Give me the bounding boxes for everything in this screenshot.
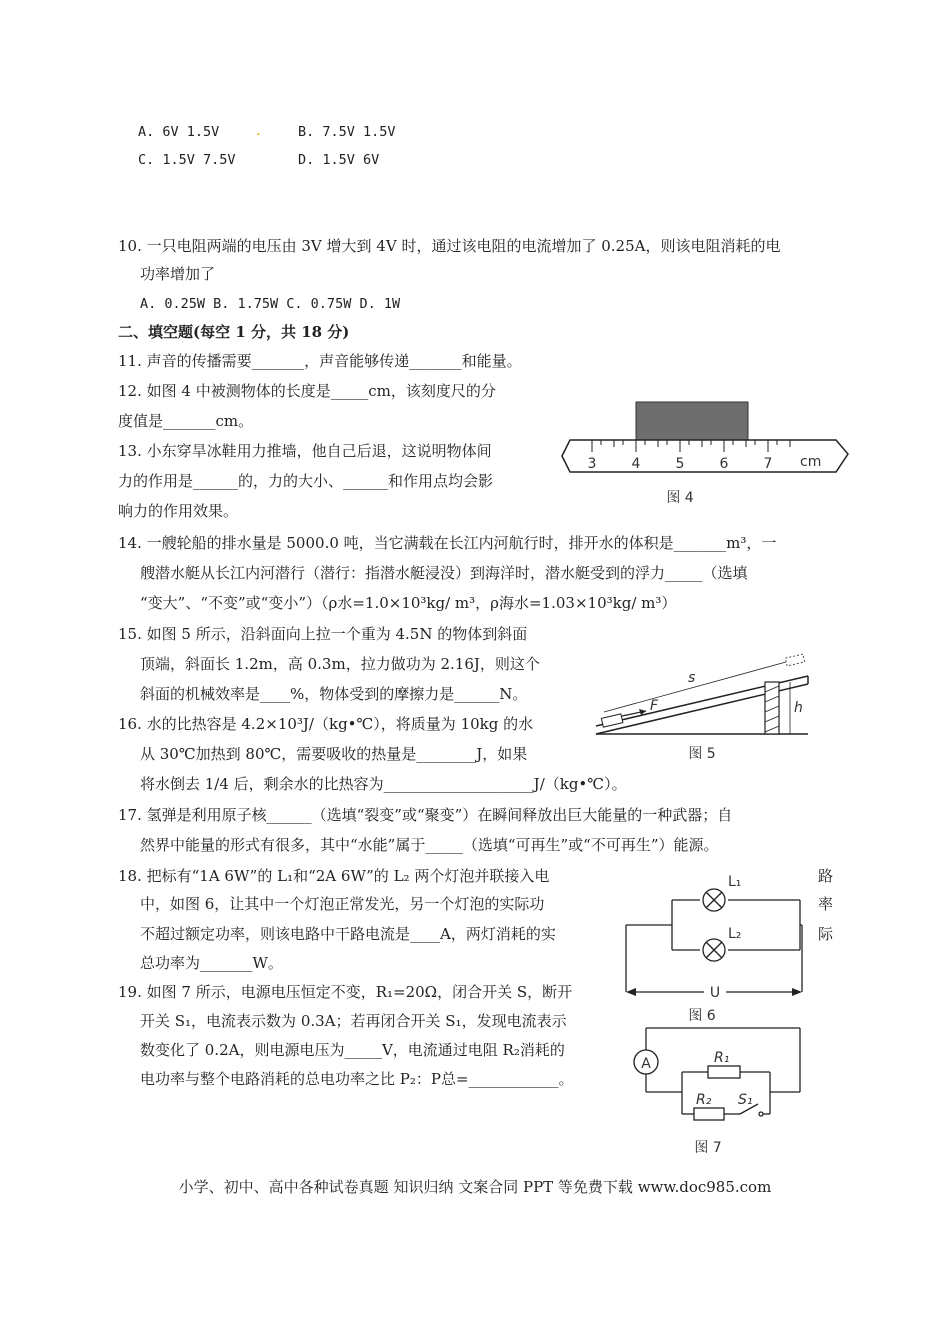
ruler-tick-7: 7 <box>763 456 773 472</box>
arrow-right <box>792 988 802 996</box>
q9-option-d: D. 1.5V 6V <box>298 152 380 168</box>
q9-option-a: A. 6V 1.5V <box>138 124 220 140</box>
label-R2: R₂ <box>696 1092 712 1108</box>
section-title: 二、填空题(每空 1 分，共 18 分) <box>118 323 350 341</box>
q16-line3: 将水倒去 1/4 后，剩余水的比热容为____________________J/（kg•℃）。 <box>140 775 627 793</box>
figure-5-caption: 图 5 <box>688 746 716 762</box>
q15-line3: 斜面的机械效率是____%，物体受到的摩擦力是______N。 <box>140 685 528 703</box>
label-F: F <box>650 698 659 714</box>
arrow-left <box>626 988 636 996</box>
q18-line3-end: 际 <box>818 925 834 943</box>
figure-4-ruler <box>558 398 854 508</box>
q19-line1: 19. 如图 7 所示，电源电压恒定不变，R₁=20Ω，闭合开关 S，断开 <box>118 983 573 1001</box>
figure-5-incline <box>590 642 826 766</box>
label-S1: S₁ <box>738 1092 753 1108</box>
q10-options: A. 0.25W B. 1.75W C. 0.75W D. 1W <box>140 296 401 312</box>
figure-7-caption: 图 7 <box>694 1140 722 1156</box>
q18-line4: 总功率为_______W。 <box>140 954 283 972</box>
q18-line3: 不超过额定功率，则该电路中干路电流是____A，两灯消耗的实 <box>140 925 556 943</box>
q11: 11. 声音的传播需要_______，声音能够传递_______和能量。 <box>118 352 522 370</box>
ruler-unit: cm <box>800 454 822 470</box>
q19-line2: 开关 S₁，电流表示数为 0.3A；若再闭合开关 S₁，发现电流表示 <box>140 1012 567 1030</box>
figure-6-circuit <box>616 862 816 1028</box>
q15-line1: 15. 如图 5 所示，沿斜面向上拉一个重为 4.5N 的物体到斜面 <box>118 625 528 643</box>
q17-line2: 然界中能量的形式有很多，其中“水能”属于_____（选填“可再生”或“不可再生”）能源。 <box>140 836 719 854</box>
measured-object <box>636 402 748 440</box>
pulled-object <box>601 714 623 727</box>
q18-line2-end: 率 <box>818 895 834 913</box>
q13-line2: 力的作用是______的，力的大小、______和作用点均会影 <box>118 472 494 490</box>
resistor-R2 <box>694 1108 724 1120</box>
figure-7-circuit <box>624 1024 814 1164</box>
q10-line2: 功率增加了 <box>140 265 216 283</box>
ruler-tick-4: 4 <box>631 456 641 472</box>
q13-line1: 13. 小东穿旱冰鞋用力推墙，他自己后退，这说明物体间 <box>118 442 492 460</box>
label-U: U <box>709 985 721 1001</box>
label-L2: L₂ <box>728 926 742 942</box>
label-h: h <box>794 700 803 716</box>
page-footer: 小学、初中、高中各种试卷真题 知识归纳 文案合同 PPT 等免费下载 www.doc985.com <box>178 1178 772 1196</box>
q19-line3: 数变化了 0.2A，则电源电压为_____V，电流通过电阻 R₂消耗的 <box>140 1041 565 1059</box>
q12-line2: 度值是_______cm。 <box>118 412 254 430</box>
q10-line1: 10. 一只电阻两端的电压由 3V 增大到 4V 时，通过该电阻的电流增加了 0.25A，则该电阻消耗的电 <box>118 237 781 255</box>
ruler-tick-6: 6 <box>719 456 729 472</box>
q16-line1: 16. 水的比热容是 4.2×10³J/（kg•℃），将质量为 10kg 的水 <box>118 715 534 733</box>
q13-line3: 响力的作用效果。 <box>118 502 239 520</box>
figure-6-caption: 图 6 <box>688 1008 716 1024</box>
q18-line2: 中，如图 6，让其中一个灯泡正常发光，另一个灯泡的实际功 <box>140 895 545 913</box>
q9-option-b: B. 7.5V 1.5V <box>298 124 396 140</box>
orange-dot: . <box>256 121 261 139</box>
ruler-tick-3: 3 <box>587 456 597 472</box>
support-block <box>765 682 779 734</box>
q16-line2: 从 30℃加热到 80℃，需要吸收的热量是________J，如果 <box>140 745 528 763</box>
q15-line2: 顶端，斜面长 1.2m，高 0.3m，拉力做功为 2.16J，则这个 <box>140 655 540 673</box>
label-R1: R₁ <box>714 1050 730 1066</box>
q14-line2: 艘潜水艇从长江内河潜行（潜行：指潜水艇浸没）到海洋时，潜水艇受到的浮力_____（选填 <box>140 564 748 582</box>
q12-line1: 12. 如图 4 中被测物体的长度是_____cm，该刻度尺的分 <box>118 382 496 400</box>
q18-line1: 18. 把标有“1A 6W”的 L₁和“2A 6W”的 L₂ 两个灯泡并联接入电 <box>118 867 550 885</box>
q9-option-c: C. 1.5V 7.5V <box>138 152 236 168</box>
label-s: s <box>688 670 696 686</box>
resistor-R1 <box>708 1066 740 1078</box>
label-L1: L₁ <box>728 874 742 890</box>
q18-line1-end: 路 <box>818 867 834 885</box>
figure-4-caption: 图 4 <box>666 490 694 506</box>
q14-line3: “变大”、“不变”或“变小”）（ρ水=1.0×10³kg/ m³，ρ海水=1.03×10³kg/ m³） <box>140 594 677 612</box>
q14-line1: 14. 一艘轮船的排水量是 5000.0 吨，当它满载在长江内河航行时，排开水的体积是_______m³，一 <box>118 534 777 552</box>
label-A: A <box>641 1056 651 1072</box>
q17-line1: 17. 氢弹是利用原子核______（选填“裂变”或“聚变”）在瞬间释放出巨大能量的一种武器；自 <box>118 806 733 824</box>
q19-line4: 电功率与整个电路消耗的总电功率之比 P₂：P总=____________。 <box>140 1070 574 1088</box>
ruler-tick-5: 5 <box>675 456 685 472</box>
